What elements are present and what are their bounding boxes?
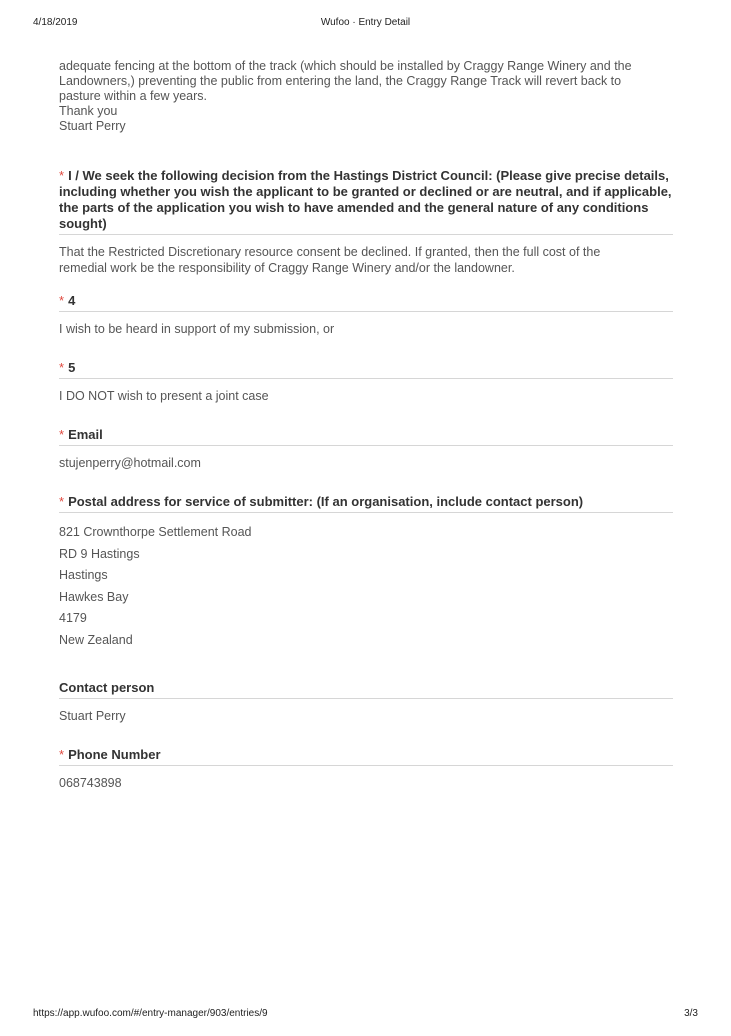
print-date: 4/18/2019 [33,17,78,28]
comment-line: Thank you [59,104,118,118]
label-text: 5 [68,360,76,375]
field-decision [59,168,673,276]
label-line: sought) [59,216,107,231]
print-footer [33,1008,698,1024]
field-phone-number [59,747,673,791]
label-text: Email [68,427,103,442]
address-line: RD 9 Hastings [59,546,140,561]
comment-line: adequate fencing at the bottom of the track (which should be installed by Craggy Range Winery and the [59,59,632,73]
value-text: Stuart Perry [59,709,126,723]
entry-detail [59,59,673,791]
value-text: stujenperry@hotmail.com [59,456,201,470]
required-asterisk: * [59,747,65,762]
field-4 [59,293,673,337]
label-text: 4 [68,293,76,308]
label-text: Phone Number [68,747,161,762]
label-text: Postal address for service of submitter: (If an organisation, include contact person) [68,494,584,509]
address-line: Hawkes Bay [59,589,129,604]
value-line: remedial work be the responsibility of Craggy Range Winery and/or the landowner. [59,261,515,275]
label-line: the parts of the application you wish to have amended and the general nature of any conditions [59,200,649,215]
print-page-title: Wufoo · Entry Detail [320,17,411,28]
required-asterisk: * [59,494,65,509]
field-label-decision [59,168,673,235]
page-number: 3/3 [684,1008,698,1019]
address-line: New Zealand [59,632,133,647]
field-value-4 [59,312,673,337]
value-text: 068743898 [59,776,122,790]
field-label-contact-person [59,680,673,699]
value-text: I wish to be heard in support of my submission, or [59,322,335,336]
print-header [33,17,698,33]
field-value-email [59,446,673,471]
required-asterisk: * [59,293,65,308]
comment-line: Landowners,) preventing the public from entering the land, the Craggy Range Track will revert back to [59,74,622,88]
required-asterisk: * [59,360,65,375]
label-text: Contact person [59,680,155,695]
field-label-email [59,427,673,446]
field-contact-person [59,680,673,724]
label-line: including whether you wish the applicant to be granted or declined or are neutral, and if applicable, [59,184,672,199]
print-url: https://app.wufoo.com/#/entry-manager/903/entries/9 [33,1008,268,1019]
field-email [59,427,673,471]
field-value-postal-address [59,513,673,651]
comment-line: pasture within a few years. [59,89,207,103]
required-asterisk: * [59,168,65,183]
label-line: I / We seek the following decision from the Hastings District Council: (Please give precise details, [68,168,669,183]
required-asterisk: * [59,427,65,442]
address-line: 821 Crownthorpe Settlement Road [59,525,252,539]
field-label-4 [59,293,673,312]
field-value-phone-number [59,766,673,791]
address-line: Hastings [59,568,108,582]
comment-line: Stuart Perry [59,119,126,133]
value-text: I DO NOT wish to present a joint case [59,389,269,403]
field-label-postal-address [59,494,673,513]
field-postal-address [59,494,673,651]
field-value-decision [59,235,673,276]
address-line: 4179 [59,611,87,625]
field-label-5 [59,360,673,379]
field-value-contact-person [59,699,673,724]
field-label-phone-number [59,747,673,766]
continued-comment-text [59,59,673,134]
value-line: That the Restricted Discretionary resource consent be declined. If granted, then the full cost of the [59,245,601,259]
field-5 [59,360,673,404]
field-value-5 [59,379,673,404]
